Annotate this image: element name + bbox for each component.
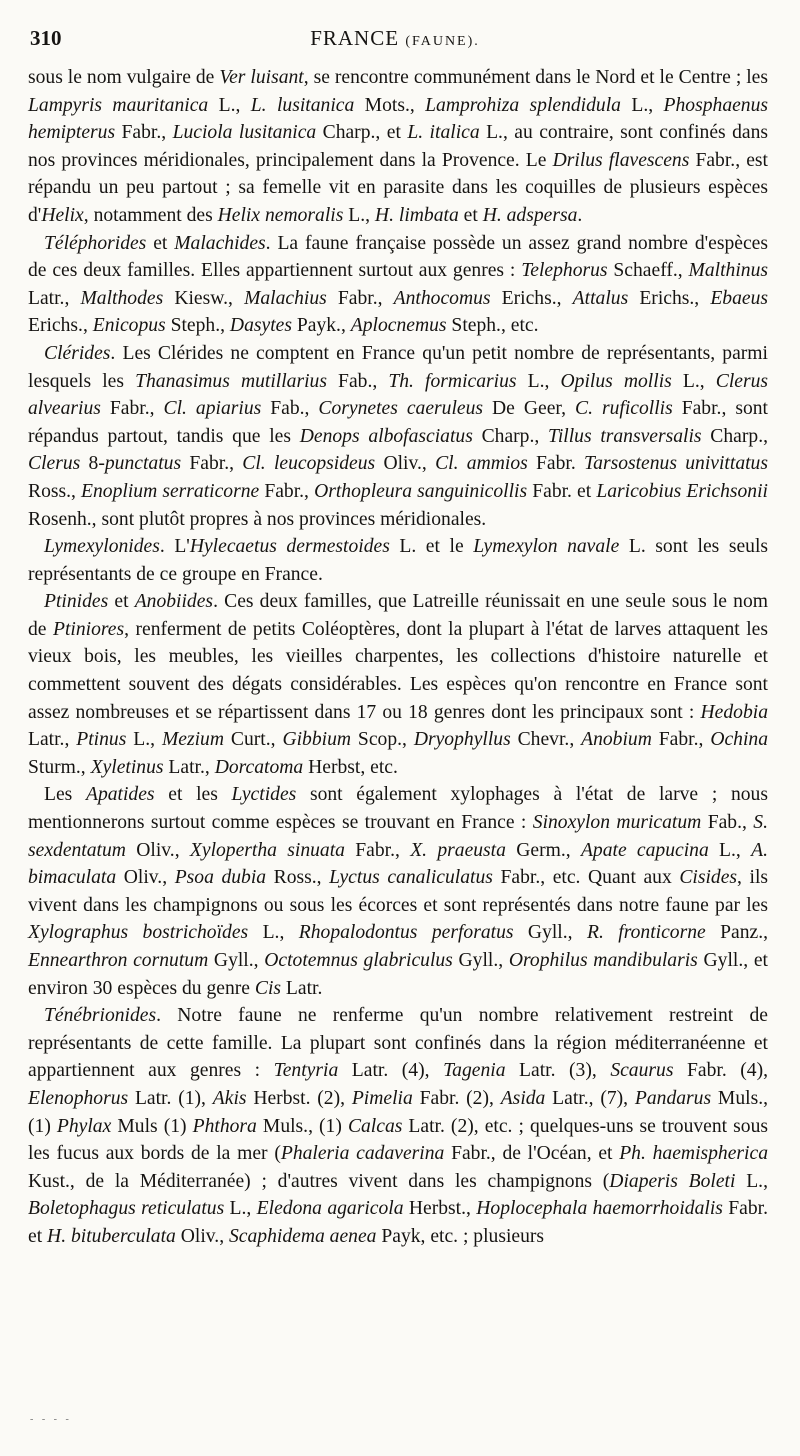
italic-text: Ptinus	[76, 729, 127, 751]
italic-text: L. lusitanica	[250, 94, 355, 116]
italic-text: Clerus alvearius	[28, 370, 769, 420]
italic-text: Aplocnemus	[350, 315, 447, 337]
text-run: Charp., et	[316, 122, 408, 144]
italic-text: punctatus	[104, 453, 182, 475]
italic-text: Corynetes caeruleus	[318, 398, 484, 420]
italic-text: Xylographus bostrichoïdes	[28, 922, 249, 944]
italic-text: Malthodes	[80, 287, 164, 309]
text-run: sous le nom vulgaire de	[28, 67, 220, 88]
text-run: Fabr., sont répandus partout, tandis que les	[28, 398, 768, 447]
italic-text: Malachides	[174, 232, 266, 254]
italic-text: L. italica	[407, 122, 480, 144]
italic-text: Th. formicarius	[388, 370, 517, 392]
text-run: Fabr., est répandu un peu partout ; sa femelle vit en parasite dans les coquilles de plusieurs espèces d'	[28, 149, 768, 226]
page-header	[30, 26, 760, 56]
text-run: Latr.	[281, 977, 323, 999]
italic-text: Téléphorides	[44, 232, 147, 254]
italic-text: Mezium	[161, 729, 224, 751]
italic-text: Eledona agaricola	[256, 1198, 404, 1220]
italic-text: Boletophagus reticulatus	[28, 1198, 225, 1220]
paragraph	[28, 230, 768, 340]
italic-text: Enoplium serraticorne	[81, 480, 260, 502]
italic-text: R. fronticorne	[586, 922, 706, 944]
italic-text: Dorcatoma	[214, 756, 304, 778]
text-run: , notamment des	[83, 204, 218, 226]
text-run: . Les Clérides ne comptent en France qu'un petit nombre de représentants, parmi lesquels les	[28, 342, 768, 392]
italic-text: Lyctides	[231, 784, 297, 806]
text-run: Fab.,	[701, 812, 754, 834]
text-run: et	[108, 591, 135, 613]
italic-text: Orthopleura sanguinicollis	[314, 480, 528, 502]
text-run: L.,	[343, 204, 375, 226]
text-run: Latr., (7),	[545, 1087, 635, 1109]
italic-text: Drilus flavescens	[552, 149, 690, 171]
text-run: Latr. (1),	[128, 1087, 213, 1109]
text-run: Les	[44, 784, 86, 806]
text-run: Oliv.,	[375, 453, 436, 475]
text-run: Gyll.,	[452, 950, 509, 971]
italic-text: Malthinus	[688, 260, 769, 282]
text-run: L.,	[126, 729, 162, 751]
text-run: Latr. (3),	[505, 1060, 611, 1082]
text-run: Latr. (2), etc. ; quelques-uns se trouvent sous les fucus aux bords de la mer (	[28, 1115, 769, 1165]
text-run: Panz.,	[705, 922, 769, 944]
italic-text: Anthocomus	[393, 287, 491, 309]
text-run: L.,	[620, 94, 664, 116]
text-run: Fabr. (4),	[673, 1060, 768, 1082]
italic-text: Ver luisant	[219, 67, 304, 88]
text-run: Muls (1)	[111, 1115, 193, 1137]
italic-text: H. bituberculata	[47, 1225, 176, 1247]
text-run: L.,	[224, 1198, 257, 1220]
text-run: Oliv.,	[175, 1225, 229, 1247]
text-run: . L'	[159, 536, 190, 558]
text-run: Mots.,	[354, 94, 426, 116]
italic-text: Thanasimus mutillarius	[135, 370, 327, 392]
paragraph	[28, 340, 768, 533]
text-run: Scop.,	[351, 729, 414, 751]
italic-text: Ochina	[710, 729, 769, 751]
page-number: 310	[30, 26, 62, 50]
italic-text: Malachius	[244, 287, 327, 309]
text-run: Kiesw.,	[163, 287, 245, 309]
italic-text: Cl. leucopsideus	[242, 453, 376, 475]
italic-text: Akis	[212, 1087, 247, 1109]
text-run: Muls., (1)	[28, 1087, 769, 1137]
italic-text: Calcas	[347, 1115, 403, 1137]
italic-text: S. sexdentatum	[28, 812, 768, 861]
italic-text: Octotemnus glabriculus	[264, 950, 453, 971]
text-run: Latr.,	[28, 729, 77, 751]
italic-text: Gibbium	[282, 729, 352, 751]
text-run: et	[146, 232, 175, 254]
italic-text: Rhopalodontus perforatus	[298, 922, 514, 944]
text-run: Herbst, etc.	[303, 756, 398, 778]
text-run: Latr.,	[163, 756, 215, 778]
italic-text: Xyletinus	[90, 756, 164, 778]
text-run: Charp.,	[701, 425, 768, 447]
text-run: . Ces deux familles, que Latreille réunissait en une seule sous le nom de	[28, 591, 768, 640]
italic-text: Laricobius Erichsonii	[596, 480, 768, 502]
italic-text: H. adspersa	[482, 204, 578, 226]
text-run: Oliv.,	[125, 839, 190, 861]
italic-text: Anobium	[581, 729, 652, 751]
text-run: 8-	[80, 453, 105, 475]
text-run: Germ.,	[505, 839, 581, 861]
text-run: Latr.,	[28, 287, 81, 309]
text-run: Sturm.,	[28, 756, 91, 778]
text-run: Fabr.,	[181, 453, 243, 475]
text-run: Gyll.,	[513, 922, 587, 944]
italic-text: Ennearthron cornutum	[28, 950, 209, 971]
text-run: Fabr.	[527, 453, 585, 475]
text-run: , ils vivent dans les champignons ou sous les écorces et sont représentés dans notre faune par les	[28, 867, 769, 916]
text-run: L.,	[735, 1170, 768, 1192]
text-run: Payk.,	[291, 315, 351, 337]
italic-text: Ebaeus	[710, 287, 769, 309]
text-run: Curt.,	[223, 729, 283, 751]
text-run: L. sont les seuls représentants de ce groupe en France.	[28, 536, 769, 585]
text-run: Fabr.,	[115, 122, 173, 144]
text-run: .	[577, 204, 583, 226]
text-run: et les	[154, 784, 232, 806]
italic-text: A. bimaculata	[28, 839, 768, 889]
running-title-main: FRANCE	[310, 26, 400, 50]
italic-text: Enicopus	[92, 315, 166, 337]
italic-text: Orophilus mandibularis	[508, 950, 698, 971]
italic-text: Ptiniores	[52, 618, 125, 640]
italic-text: Ténébrionides	[44, 1005, 157, 1027]
italic-text: Diaperis Boleti	[609, 1170, 736, 1192]
running-title-sub: (FAUNE).	[405, 34, 480, 49]
text-run: Rosenh., sont plutôt propres à nos provinces méridionales.	[28, 508, 487, 530]
text-run: L.,	[708, 839, 752, 861]
text-run: Latr. (4),	[338, 1060, 444, 1082]
running-title	[30, 26, 760, 51]
text-run: , renferment de petits Coléoptères, dont la plupart à l'état de larves attaquent les vieux bois, les meubles, les vieilles charpentes, les collections d'histoire naturelle et commettent souvent des dégats considérables. Les espèces qu'on rencontre en France sont assez nombreuses et se répartissent dans 17 ou 18 genres dont les principaux sont :	[28, 618, 768, 723]
italic-text: Denops albofasciatus	[299, 425, 473, 447]
text-run: Gyll., et environ 30 espèces du genre	[28, 950, 768, 999]
italic-text: Asida	[500, 1087, 546, 1109]
italic-text: Phosphaenus hemipterus	[28, 94, 769, 144]
italic-text: Apatides	[85, 784, 155, 806]
italic-text: Ph. haemispherica	[619, 1143, 768, 1165]
italic-text: Phthora	[192, 1115, 257, 1137]
italic-text: H. limbata	[374, 204, 459, 226]
text-run: L.,	[671, 370, 716, 392]
italic-text: Elenophorus	[28, 1087, 129, 1109]
paragraph	[28, 781, 768, 1002]
body-text	[28, 64, 768, 1251]
text-run: L.,	[248, 922, 299, 944]
text-run: sont également xylophages à l'état de larve ; nous mentionnerons surtout comme espèces se trouvant en France :	[28, 784, 768, 834]
text-run: . La faune française possède un assez grand nombre d'espèces de ces deux familles. Elles appartiennent surtout aux genres :	[28, 232, 768, 282]
text-run: . Notre faune ne renferme qu'un nombre relativement restreint de représentants de cette famille. La plupart sont confinés dans la région méditerranéenne et appartiennent aux genres :	[28, 1005, 768, 1082]
text-run: L. et le	[389, 536, 474, 558]
italic-text: Cl. apiarius	[163, 398, 262, 420]
italic-text: Tagenia	[443, 1060, 506, 1082]
text-run: Ross.,	[28, 480, 82, 502]
italic-text: Lamprohiza splendidula	[425, 94, 621, 116]
text-run: Fabr.,	[100, 398, 164, 420]
text-run: Kust., de la Méditerranée) ; d'autres vivent dans les champignons (	[28, 1170, 610, 1192]
italic-text: Helix nemoralis	[217, 204, 344, 226]
italic-text: Hedobia	[700, 701, 768, 723]
text-run: Fabr., etc. Quant aux	[492, 867, 680, 889]
text-run: , se rencontre communément dans le Nord et le Centre ; les	[303, 67, 768, 88]
text-run: Oliv.,	[116, 867, 175, 889]
italic-text: Hylecaetus dermestoides	[189, 536, 390, 558]
italic-text: Cis	[254, 977, 282, 999]
italic-text: Phylax	[56, 1115, 112, 1137]
italic-text: C. ruficollis	[575, 398, 673, 420]
italic-text: Clérides	[44, 342, 111, 364]
italic-text: Hoplocephala haemorrhoidalis	[476, 1198, 723, 1220]
italic-text: Scaurus	[610, 1060, 674, 1082]
italic-text: Anobiides	[134, 591, 214, 613]
italic-text: Clerus	[28, 453, 81, 475]
italic-text: Lyctus canaliculatus	[329, 867, 493, 889]
text-run: et	[458, 204, 483, 226]
italic-text: Dasytes	[229, 315, 292, 337]
italic-text: Lymexylonides	[44, 536, 160, 558]
text-run: Payk, etc. ; plusieurs	[376, 1225, 545, 1247]
italic-text: X. praeusta	[410, 839, 506, 861]
text-run: L.,	[516, 370, 561, 392]
italic-text: Helix	[41, 204, 84, 226]
text-run: Muls., (1)	[256, 1115, 348, 1137]
text-run: Erichs.,	[490, 287, 573, 309]
text-run: Fabr. (2),	[412, 1087, 501, 1109]
paragraph	[28, 533, 768, 588]
italic-text: Sinoxylon muricatum	[532, 812, 702, 834]
italic-text: Dryophyllus	[413, 729, 511, 751]
text-run: Fabr. et	[527, 480, 597, 502]
italic-text: Pimelia	[351, 1087, 413, 1109]
text-run: Herbst.,	[403, 1198, 477, 1220]
paragraph	[28, 64, 768, 230]
footer-mark: - - - -	[30, 1414, 72, 1425]
text-run: Charp.,	[472, 425, 548, 447]
italic-text: Scaphidema aenea	[229, 1225, 377, 1247]
text-run: Fab.,	[261, 398, 319, 420]
italic-text: Tillus transversalis	[548, 425, 702, 447]
text-run: De Geer,	[483, 398, 576, 420]
paragraph	[28, 588, 768, 781]
text-run: Fabr.,	[344, 839, 411, 861]
text-run: Herbst. (2),	[246, 1087, 352, 1109]
italic-text: Tentyria	[273, 1060, 339, 1082]
text-run: Erichs.,	[628, 287, 711, 309]
italic-text: Xylopertha sinuata	[189, 839, 345, 861]
text-run: Fab.,	[326, 370, 389, 392]
text-run: Gyll.,	[208, 950, 265, 971]
text-run: Schaeff.,	[607, 260, 689, 282]
text-run: Erichs.,	[28, 315, 93, 337]
text-run: Chevr.,	[510, 729, 582, 751]
italic-text: Lampyris mauritanica	[28, 94, 209, 116]
italic-text: Luciola lusitanica	[172, 122, 317, 144]
italic-text: Opilus mollis	[560, 370, 672, 392]
text-run: L., au contraire, sont confinés dans nos provinces méridionales, principalement dans la Provence. Le	[28, 122, 768, 171]
italic-text: Tarsostenus univittatus	[584, 453, 768, 475]
italic-text: Apate capucina	[580, 839, 709, 861]
text-run: Fabr., de l'Océan, et	[444, 1143, 620, 1165]
italic-text: Telephorus	[521, 260, 608, 282]
italic-text: Lymexylon navale	[473, 536, 620, 558]
italic-text: Psoa dubia	[174, 867, 267, 889]
italic-text: Phaleria cadaverina	[280, 1143, 445, 1165]
text-run: Ross.,	[266, 867, 330, 889]
text-run: Steph.,	[165, 315, 230, 337]
italic-text: Cisides	[679, 867, 738, 889]
text-run: Fabr. et	[28, 1198, 768, 1247]
italic-text: Attalus	[572, 287, 629, 309]
italic-text: Ptinides	[44, 591, 109, 613]
text-run: Fabr.,	[326, 287, 394, 309]
text-run: L.,	[208, 94, 251, 116]
text-run: Fabr.,	[259, 480, 315, 502]
text-run: Fabr.,	[651, 729, 711, 751]
italic-text: Pandarus	[634, 1087, 712, 1109]
paragraph	[28, 1002, 768, 1250]
italic-text: Cl. ammios	[435, 453, 528, 475]
text-run: Steph., etc.	[446, 315, 539, 337]
